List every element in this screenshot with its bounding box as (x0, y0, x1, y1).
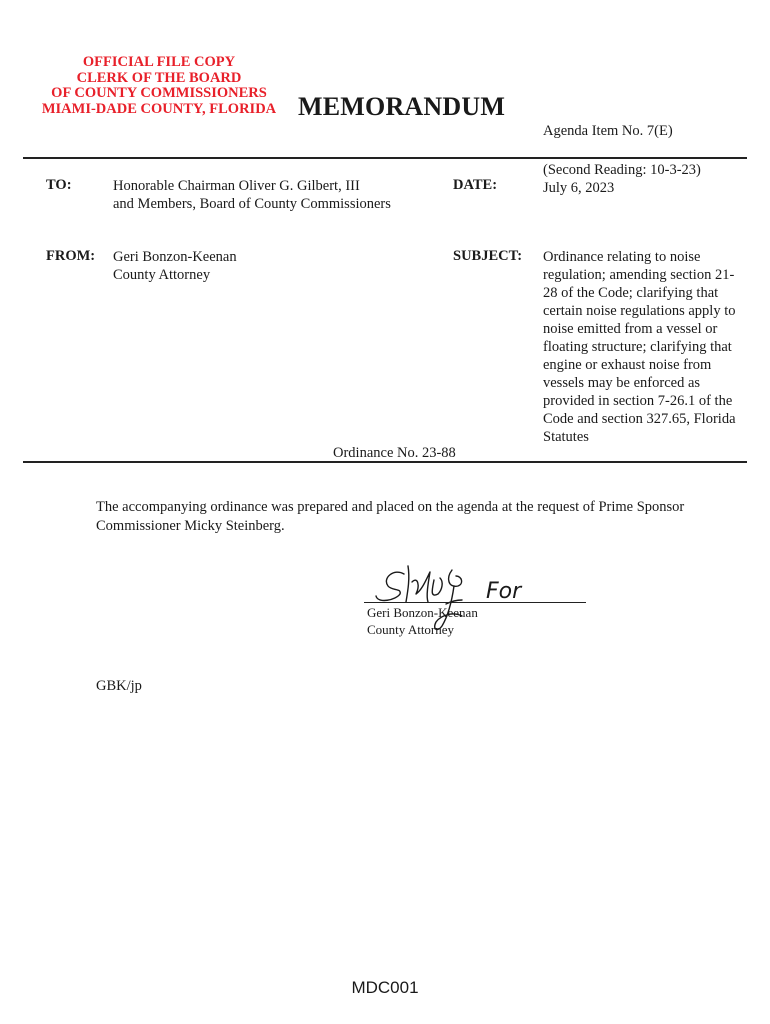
stamp-line-3: OF COUNTY COMMISSIONERS (51, 85, 267, 101)
signature-for-text: For (486, 579, 522, 604)
from-line-1: Geri Bonzon-Keenan (113, 249, 237, 265)
stamp-line-4: MIAMI-DADE COUNTY, FLORIDA (41, 100, 277, 117)
header-divider (23, 157, 747, 159)
stamp-line-2: CLERK OF THE BOARD (76, 69, 242, 86)
date-label: DATE: (453, 177, 498, 193)
memo-title: MEMORANDUM (298, 92, 506, 121)
to-recipients (113, 177, 391, 213)
from-line-2: County Attorney (113, 267, 211, 283)
subject-divider (23, 461, 747, 463)
typist-initials: GBK/jp (96, 678, 142, 694)
official-file-stamp (30, 55, 288, 117)
date-block (543, 161, 701, 197)
agenda-item-number: Agenda Item No. 7(E) (543, 123, 673, 139)
from-label: FROM: (46, 248, 96, 264)
ordinance-number: Ordinance No. 23-88 (333, 445, 456, 461)
signature-block (367, 605, 478, 638)
subject-text: Ordinance relating to noise regulation; amending section 21-28 of the Code; clarifying that certain noise regulations apply to noise emitted from a vessel or floating structure; clarifying that engine or exhaust noise from vessels may be enforced as provided in section 7-26.1 of the Code and section 327.65, Florida Statutes (543, 249, 736, 445)
subject-label: SUBJECT: (453, 248, 523, 264)
to-label: TO: (46, 177, 72, 193)
from-sender (113, 248, 237, 284)
memo-body-paragraph: The accompanying ordinance was prepared and placed on the agenda at the request of Prime Sponsor Commissioner Micky Steinberg. (96, 499, 685, 534)
stamp-line-1: OFFICIAL FILE COPY (82, 54, 236, 70)
date-value: July 6, 2023 (543, 180, 615, 196)
signatory-name: Geri Bonzon-Keenan (367, 605, 478, 620)
signatory-title: County Attorney (367, 621, 455, 637)
page-footer-code: MDC001 (351, 978, 419, 997)
to-line-2: and Members, Board of County Commissioners (113, 196, 391, 212)
second-reading-note: (Second Reading: 10-3-23) (543, 162, 701, 178)
signature-line (364, 602, 586, 603)
to-line-1: Honorable Chairman Oliver G. Gilbert, III (113, 178, 360, 194)
